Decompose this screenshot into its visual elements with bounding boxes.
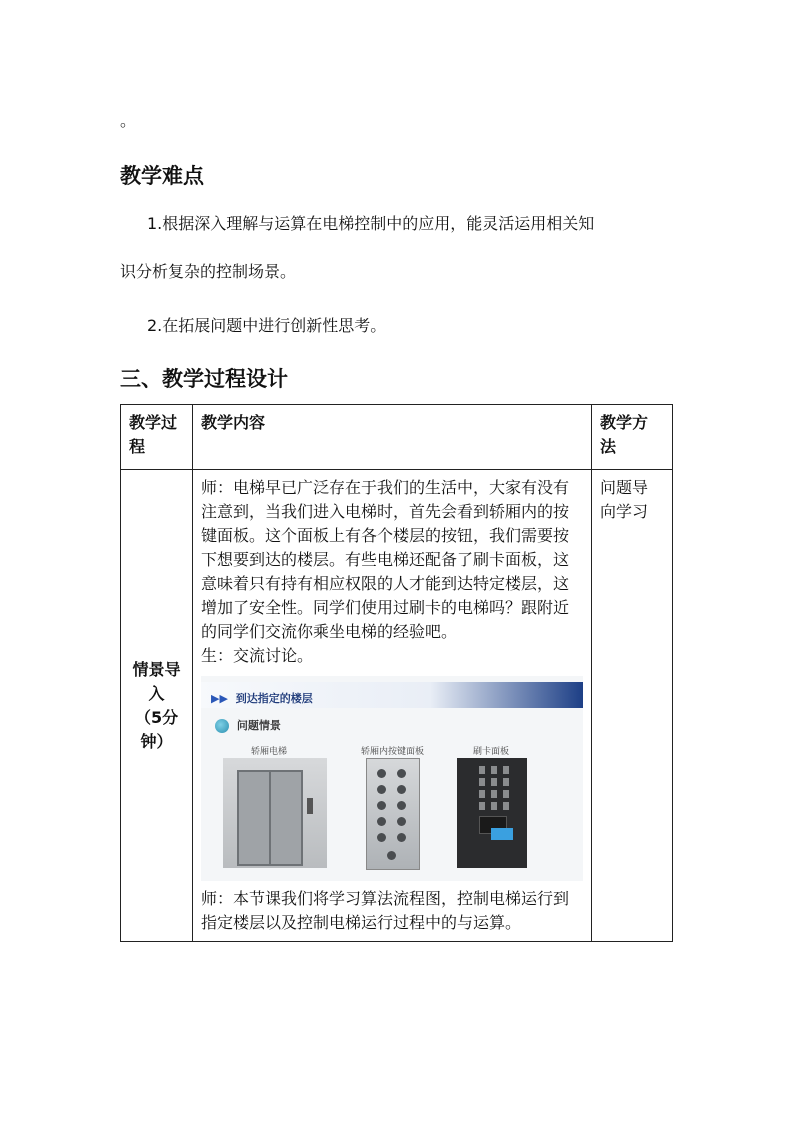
heading-teaching-process: 三、教学过程设计 — [120, 367, 288, 391]
difficulty-item-1-line-1: 1.根据深入理解与运算在电梯控制中的应用，能灵活运用相关知 — [147, 214, 595, 233]
teacher-lesson-goal: 师：本节课我们将学习算法流程图，控制电梯运行到指定楼层以及控制电梯运行过程中的与运算。 — [201, 889, 570, 932]
caption-elevator-car: 轿厢电梯 — [251, 747, 288, 757]
access-card-icon — [491, 828, 513, 840]
method-cell: 问题导向学习 — [592, 470, 673, 942]
card-reader-panel-image — [457, 758, 527, 868]
elevator-car-image — [223, 758, 327, 868]
table-row — [121, 470, 673, 942]
scene-icon — [215, 719, 229, 733]
header-process: 教学过程 — [121, 405, 193, 470]
difficulty-item-2: 2.在拓展问题中进行创新性思考。 — [147, 316, 387, 335]
header-method: 教学方法 — [592, 405, 673, 470]
table-header-row — [121, 405, 673, 470]
caption-button-panel: 轿厢内按键面板 — [361, 747, 425, 757]
stage-duration: （5分钟） — [134, 707, 179, 751]
stage-cell — [121, 470, 193, 942]
teacher-intro-paragraph: 师：电梯早已广泛存在于我们的生活中，大家有没有注意到，当我们进入电梯时，首先会看到轿厢内的按键面板。这个面板上有各个楼层的按钮，我们需要按下想要到达的楼层。有些电梯还配备了刷卡面板，这意味着只有持有相应权限的人才能到达特定楼层，这增加了安全性。同学们使用过刷卡的电梯吗？跟附近的同学们交流你乘坐电梯的经验吧。 — [201, 478, 570, 641]
slide-banner — [201, 682, 583, 708]
content-cell — [193, 470, 592, 942]
double-arrow-icon: ▶▶ — [211, 692, 228, 705]
difficulty-item-1-line-2: 识分析复杂的控制场景。 — [120, 262, 297, 281]
caption-card-panel: 刷卡面板 — [473, 747, 510, 757]
stage-name: 情景导入 — [132, 659, 181, 703]
scene-label-text: 问题情景 — [236, 719, 281, 732]
slide-banner-title: 到达指定的楼层 — [235, 692, 313, 705]
student-response: 生：交流讨论。 — [201, 646, 314, 665]
button-panel-image — [366, 758, 420, 870]
lesson-process-table — [120, 404, 673, 942]
header-content: 教学内容 — [193, 405, 592, 470]
elevator-slide-image — [201, 676, 583, 881]
stray-punctuation: 。 — [120, 111, 137, 130]
heading-teaching-difficulty: 教学难点 — [120, 164, 204, 188]
scene-label — [215, 714, 281, 738]
